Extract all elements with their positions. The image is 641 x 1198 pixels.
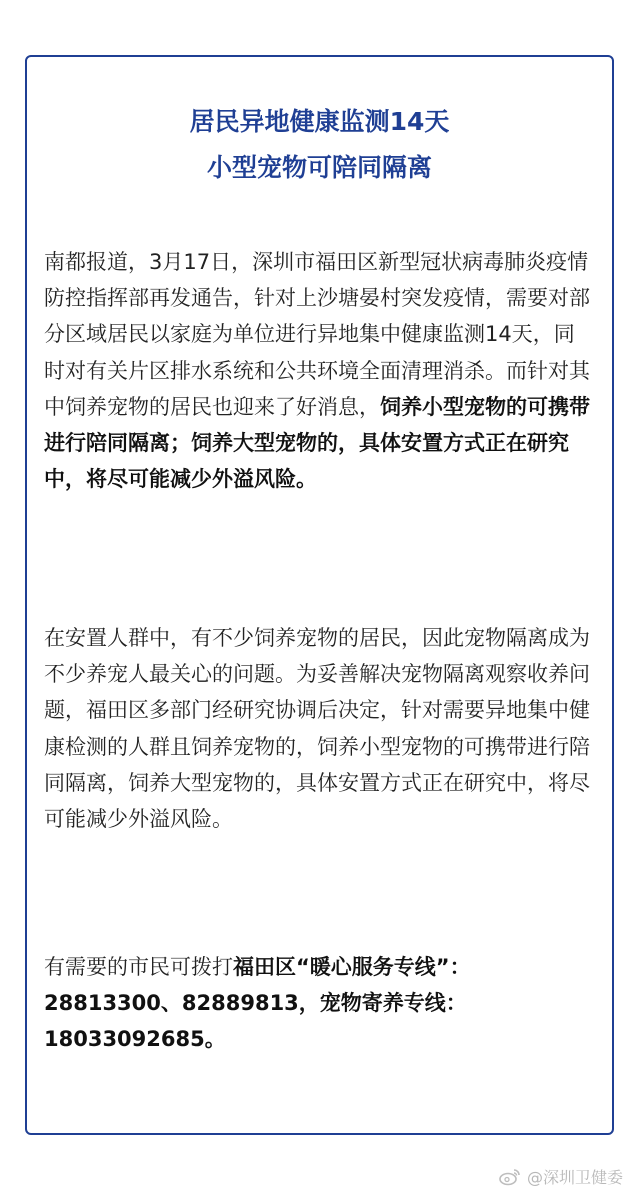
watermark (499, 1165, 623, 1188)
paragraph-1-text: 南都报道，3月17日，深圳市福田区新型冠状病毒肺炎疫情防控指挥部再发通告，针对上沙塘晏村突发疫情，需要对部分区域居民以家庭为单位进行异地集中健康监测14天，同时对有关片区排水系统和公共环境全面清理消杀。而针对其中饲养宠物的居民也迎来了好消息， (44, 250, 590, 419)
notice-title-line1: 居民异地健康监测14天 (189, 107, 450, 136)
paragraph-1 (44, 244, 594, 497)
paragraph-2 (44, 620, 594, 837)
paragraph-3-bold: 福田区“暖心服务专线”：28813300、82889813，宠物寄养专线：18033092685。 (44, 955, 471, 1052)
paragraph-3 (44, 949, 594, 1058)
paragraph-3-text: 有需要的市民可拨打 (44, 955, 233, 979)
notice-title-line2: 小型宠物可陪同隔离 (206, 153, 432, 182)
paragraph-1-bold: 饲养小型宠物的可携带进行陪同隔离；饲养大型宠物的，具体安置方式正在研究中，将尽可能减少外溢风险。 (44, 394, 590, 492)
paragraph-2-text: 在安置人群中，有不少饲养宠物的居民，因此宠物隔离成为不少养宠人最关心的问题。为妥善解决宠物隔离观察收养问题，福田区多部门经研究协调后决定，针对需要异地集中健康检测的人群且饲养宠物的，饲养小型宠物的可携带进行陪同隔离，饲养大型宠物的，具体安置方式正在研究中，将尽可能减少外溢风险。 (44, 626, 590, 832)
weibo-icon (499, 1168, 521, 1186)
watermark-text: @深圳卫健委 (526, 1168, 623, 1187)
notice-card (25, 55, 614, 1135)
